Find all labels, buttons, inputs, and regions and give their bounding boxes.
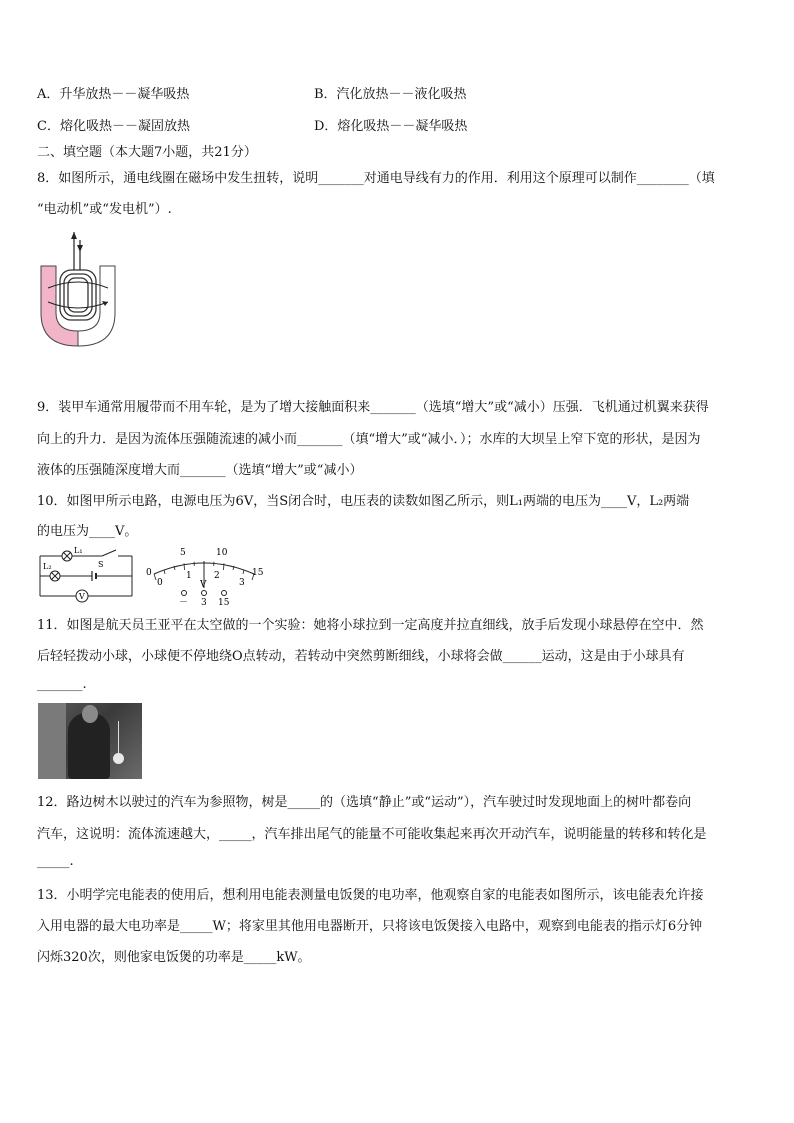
option-a[interactable]: A．升华放热－－凝华吸热 (37, 87, 190, 102)
option-b[interactable]: B．汽化放热－－液化吸热 (314, 87, 467, 102)
q12-line1: 12．路边树木以驶过的汽车为参照物，树是_____的（选填“静止”或“运动”），汽车驶过时发现地面上的树叶都卷向 (37, 795, 692, 810)
q10-line2: 的电压为____V。 (37, 524, 138, 539)
q8-line2: “电动机”或“发电机”）. (37, 202, 172, 217)
dial-top-0: 0 (146, 568, 152, 578)
dial-bot-2: 2 (214, 571, 220, 581)
dial-top-15: 15 (252, 568, 264, 578)
dial-top-5: 5 (180, 548, 186, 558)
q11-line1: 11．如图是航天员王亚平在太空做的一个实验：她将小球拉到一定高度并拉直细线，放手后发现小球悬停在空中．然 (37, 618, 704, 633)
circuit-diagram (36, 544, 140, 606)
voltmeter-dial (144, 544, 268, 606)
option-d[interactable]: D．熔化吸热－－凝华吸热 (314, 119, 468, 134)
photo-face (82, 705, 98, 723)
circuit-l2-label: L₂ (43, 562, 52, 571)
photo-thread (118, 721, 119, 755)
dial-top-10: 10 (216, 548, 228, 558)
circuit-s-label: S (98, 560, 104, 569)
q9-line3: 液体的压强随深度增大而_______（选填“增大”或“减小） (37, 463, 363, 478)
dial-bot-3: 3 (239, 578, 245, 588)
photo-wall-panel (38, 703, 66, 779)
circuit-l1-label: L₁ (74, 546, 83, 555)
q8-line1: 8．如图所示，通电线圈在磁场中发生扭转，说明_______对通电导线有力的作用．利用这个原理可以制作________（填 (37, 171, 715, 186)
q10-line1: 10．如图甲所示电路，电源电压为6V，当S闭合时，电压表的读数如图乙所示，则L₁两端的电压为____V，L₂两端 (37, 494, 690, 509)
option-c[interactable]: C．熔化吸热－－凝固放热 (37, 119, 190, 134)
section-title: 二、填空题（本大题7小题，共21分） (37, 145, 257, 160)
astronaut-photo (38, 703, 142, 779)
dial-term-minus: － (179, 598, 189, 606)
q13-line1: 13．小明学完电能表的使用后，想利用电能表测量电饭煲的电功率，他观察自家的电能表如图所示，该电能表允许接 (37, 888, 704, 903)
dial-term-15: 15 (218, 598, 230, 606)
magnet-coil-figure (36, 228, 126, 353)
photo-ball (113, 753, 124, 764)
q13-line2: 入用电器的最大电功率是_____W；将家里其他用电器断开，只将该电饭煲接入电路中，观察到电能表的指示灯6分钟 (37, 919, 703, 934)
dial-term-3: 3 (201, 598, 207, 606)
q11-line2: 后轻轻拨动小球，小球便不停地绕O点转动，若转动中突然剪断细线，小球将会做______运动，这是由于小球具有 (37, 649, 685, 664)
q9-line1: 9．装甲车通常用履带而不用车轮，是为了增大接触面积来_______（选填“增大”或“减小）压强．飞机通过机翼来获得 (37, 400, 709, 415)
q11-line3: _______. (37, 677, 87, 692)
circuit-voltmeter-label: V (79, 592, 85, 601)
dial-unit: V (200, 580, 207, 590)
dial-bot-1: 1 (186, 571, 192, 581)
q13-line3: 闪烁320次，则他家电饭煲的功率是_____kW。 (37, 950, 311, 965)
q9-line2: 向上的升力．是因为流体压强随流速的减小而_______（填“增大”或“减小．）；水库的大坝呈上窄下宽的形状，是因为 (37, 432, 701, 447)
dial-bot-0: 0 (157, 578, 163, 588)
q12-line2: 汽车，这说明：流体流速越大，_____，汽车排出尾气的能量不可能收集起来再次开动汽车，说明能量的转移和转化是 (37, 827, 707, 842)
q12-line3: _____. (37, 854, 74, 869)
